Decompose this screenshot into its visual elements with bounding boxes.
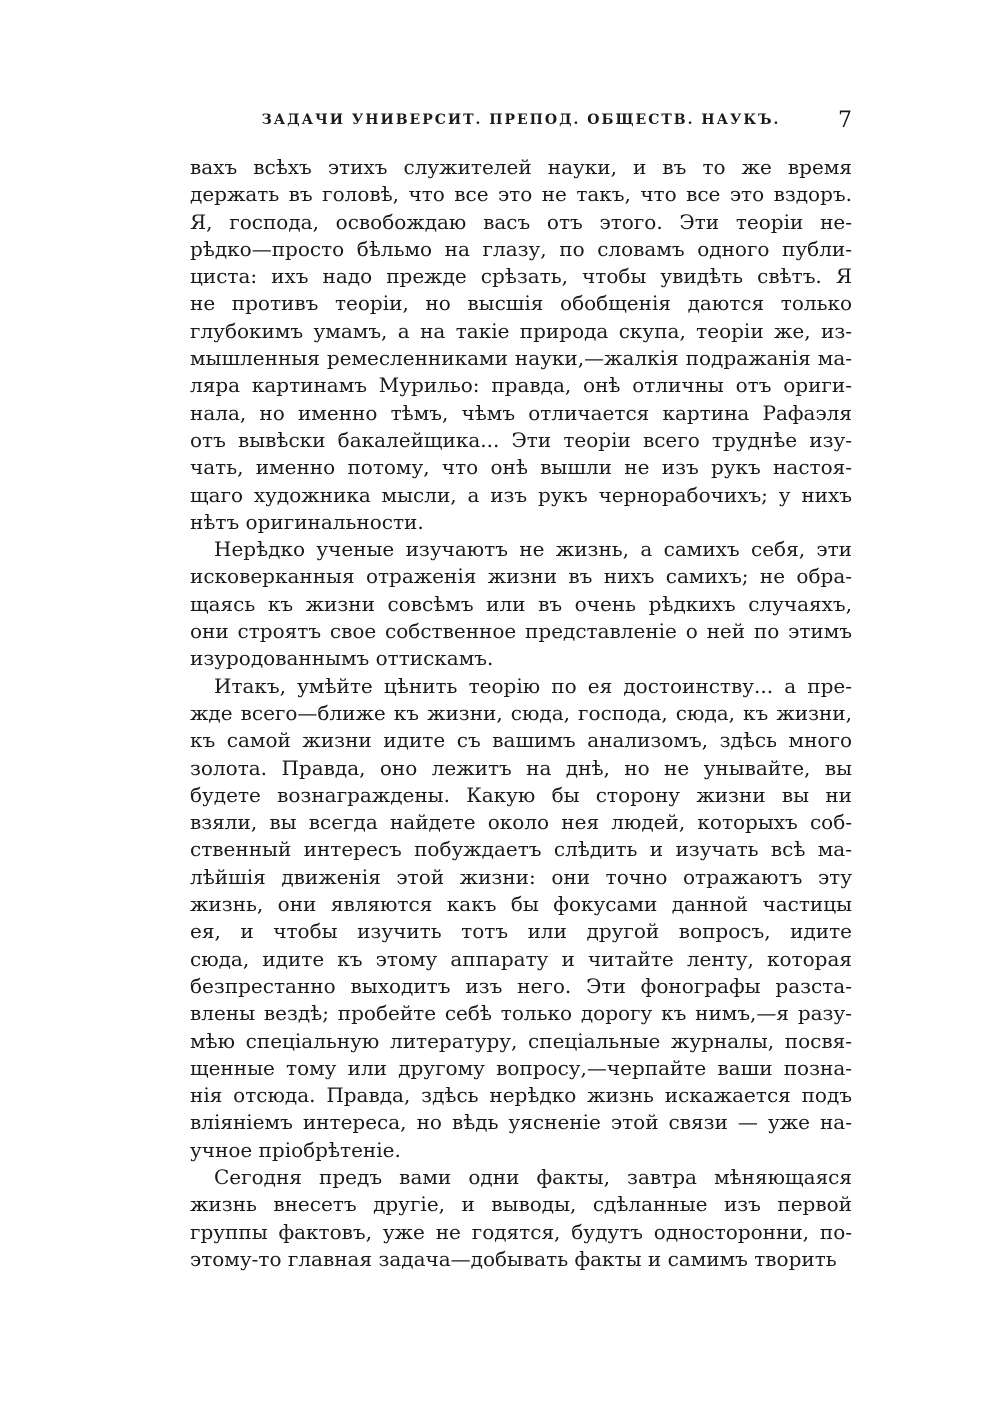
paragraph [190,1164,852,1273]
text-line: сюда, идите къ этому аппарату и читайте ленту, которая [190,946,852,971]
text-line: изуродованнымъ оттискамъ. [190,646,494,671]
text-line: золота. Правда, оно лежитъ на днѣ, но не унывайте, вы [190,755,852,780]
text-line: безпрестанно выходитъ изъ него. Эти фонографы разста- [190,973,852,998]
text-line: щаясь къ жизни совсѣмъ или въ очень рѣдкихъ случаяхъ, [190,591,852,616]
text-line: вахъ всѣхъ этихъ служителей науки, и въ то же время [190,155,852,179]
text-line: ственный интересъ побуждаетъ слѣдить и изучать всѣ ма- [190,837,852,862]
text-line: нія отсюда. Правда, здѣсь нерѣдко жизнь искажается подъ [190,1083,852,1108]
text-line: вліяніемъ интереса, но вѣдь уясненіе этой связи — уже на- [190,1110,852,1135]
text-line: группы фактовъ, уже не годятся, будутъ односторонни, по- [190,1219,852,1244]
text-line: влены вездѣ; пробейте себѣ только дорогу къ нимъ,—я разу- [190,1001,852,1026]
text-line: жизнь, они являются какъ бы фокусами данной частицы [190,892,852,917]
text-line: рѣдко—просто бѣльмо на глазу, по словамъ одного публи- [190,236,852,261]
text-line: учное пріобрѣтеніе. [190,1137,401,1162]
text-line: нѣтъ оригинальности. [190,509,424,534]
text-line: Я, господа, освобождаю васъ отъ этого. Эти теоріи не- [190,209,852,234]
text-line: Нерѣдко ученые изучаютъ не жизнь, а самихъ себя, эти [214,537,852,562]
text-line: щенные тому или другому вопросу,—черпайте ваши позна- [190,1055,852,1080]
text-line: лѣйшія движенія этой жизни: они точно отражаютъ эту [190,864,852,889]
text-line: щаго художника мысли, а изъ рукъ чернорабочихъ; у нихъ [190,482,852,507]
text-line: Сегодня предъ вами одни факты, завтра мѣняющаяся [214,1164,852,1189]
running-header [190,108,852,138]
text-line: къ самой жизни идите съ вашимъ анализомъ, здѣсь много [190,728,852,753]
text-line: держать въ головѣ, что все это не такъ, что все это вздоръ. [190,182,852,207]
text-line: циста: ихъ надо прежде срѣзать, чтобы увидѣть свѣтъ. Я [190,264,852,289]
text-line: жизнь внесетъ другіе, и выводы, сдѣланные изъ первой [190,1192,852,1217]
text-line: чать, именно потому, что онѣ вышли не изъ рукъ настоя- [190,455,852,480]
text-line: исковерканныя отраженія жизни въ нихъ самихъ; не обра- [190,564,852,589]
running-title: ЗАДАЧИ УНИВЕРСИТ. ПРЕПОД. ОБЩЕСТВ. НАУКЪ. [261,112,781,128]
text-line: взяли, вы всегда найдете около нея людей, которыхъ соб- [190,810,852,835]
text-line: нала, но именно тѣмъ, чѣмъ отличается картина Рафаэля [190,400,852,425]
text-line: они строятъ свое собственное представленіе о ней по этимъ [190,619,852,644]
text-line: ея, и чтобы изучить тотъ или другой вопросъ, идите [190,919,852,944]
text-line: не противъ теоріи, но высшія обобщенія даются только [190,291,852,316]
text-line: будете вознаграждены. Какую бы сторону жизни вы ни [190,782,852,807]
paragraph [190,673,852,1164]
text-line: жде всего—ближе къ жизни, сюда, господа, сюда, къ жизни, [190,700,852,725]
text-line: Итакъ, умѣйте цѣнить теорію по ея достоинству... а пре- [214,673,852,698]
text-line: мышленныя ремесленниками науки,—жалкія подражанія ма- [190,346,852,371]
paragraph [190,536,852,672]
body-text [190,154,852,1273]
text-line: ляра картинамъ Мурильо: правда, онѣ отличны отъ ориги- [190,373,852,398]
text-line: глубокимъ умамъ, а на такіе природа скупа, теоріи же, из- [190,318,852,343]
text-line: этому-то главная задача—добывать факты и самимъ творить [190,1246,837,1271]
text-line: мѣю спеціальную литературу, спеціальные журналы, посвя- [190,1028,852,1053]
page-number: 7 [838,108,852,133]
paragraph [190,154,852,536]
text-line: отъ вывѣски бакалейщика... Эти теоріи всего труднѣе изу- [190,427,852,452]
